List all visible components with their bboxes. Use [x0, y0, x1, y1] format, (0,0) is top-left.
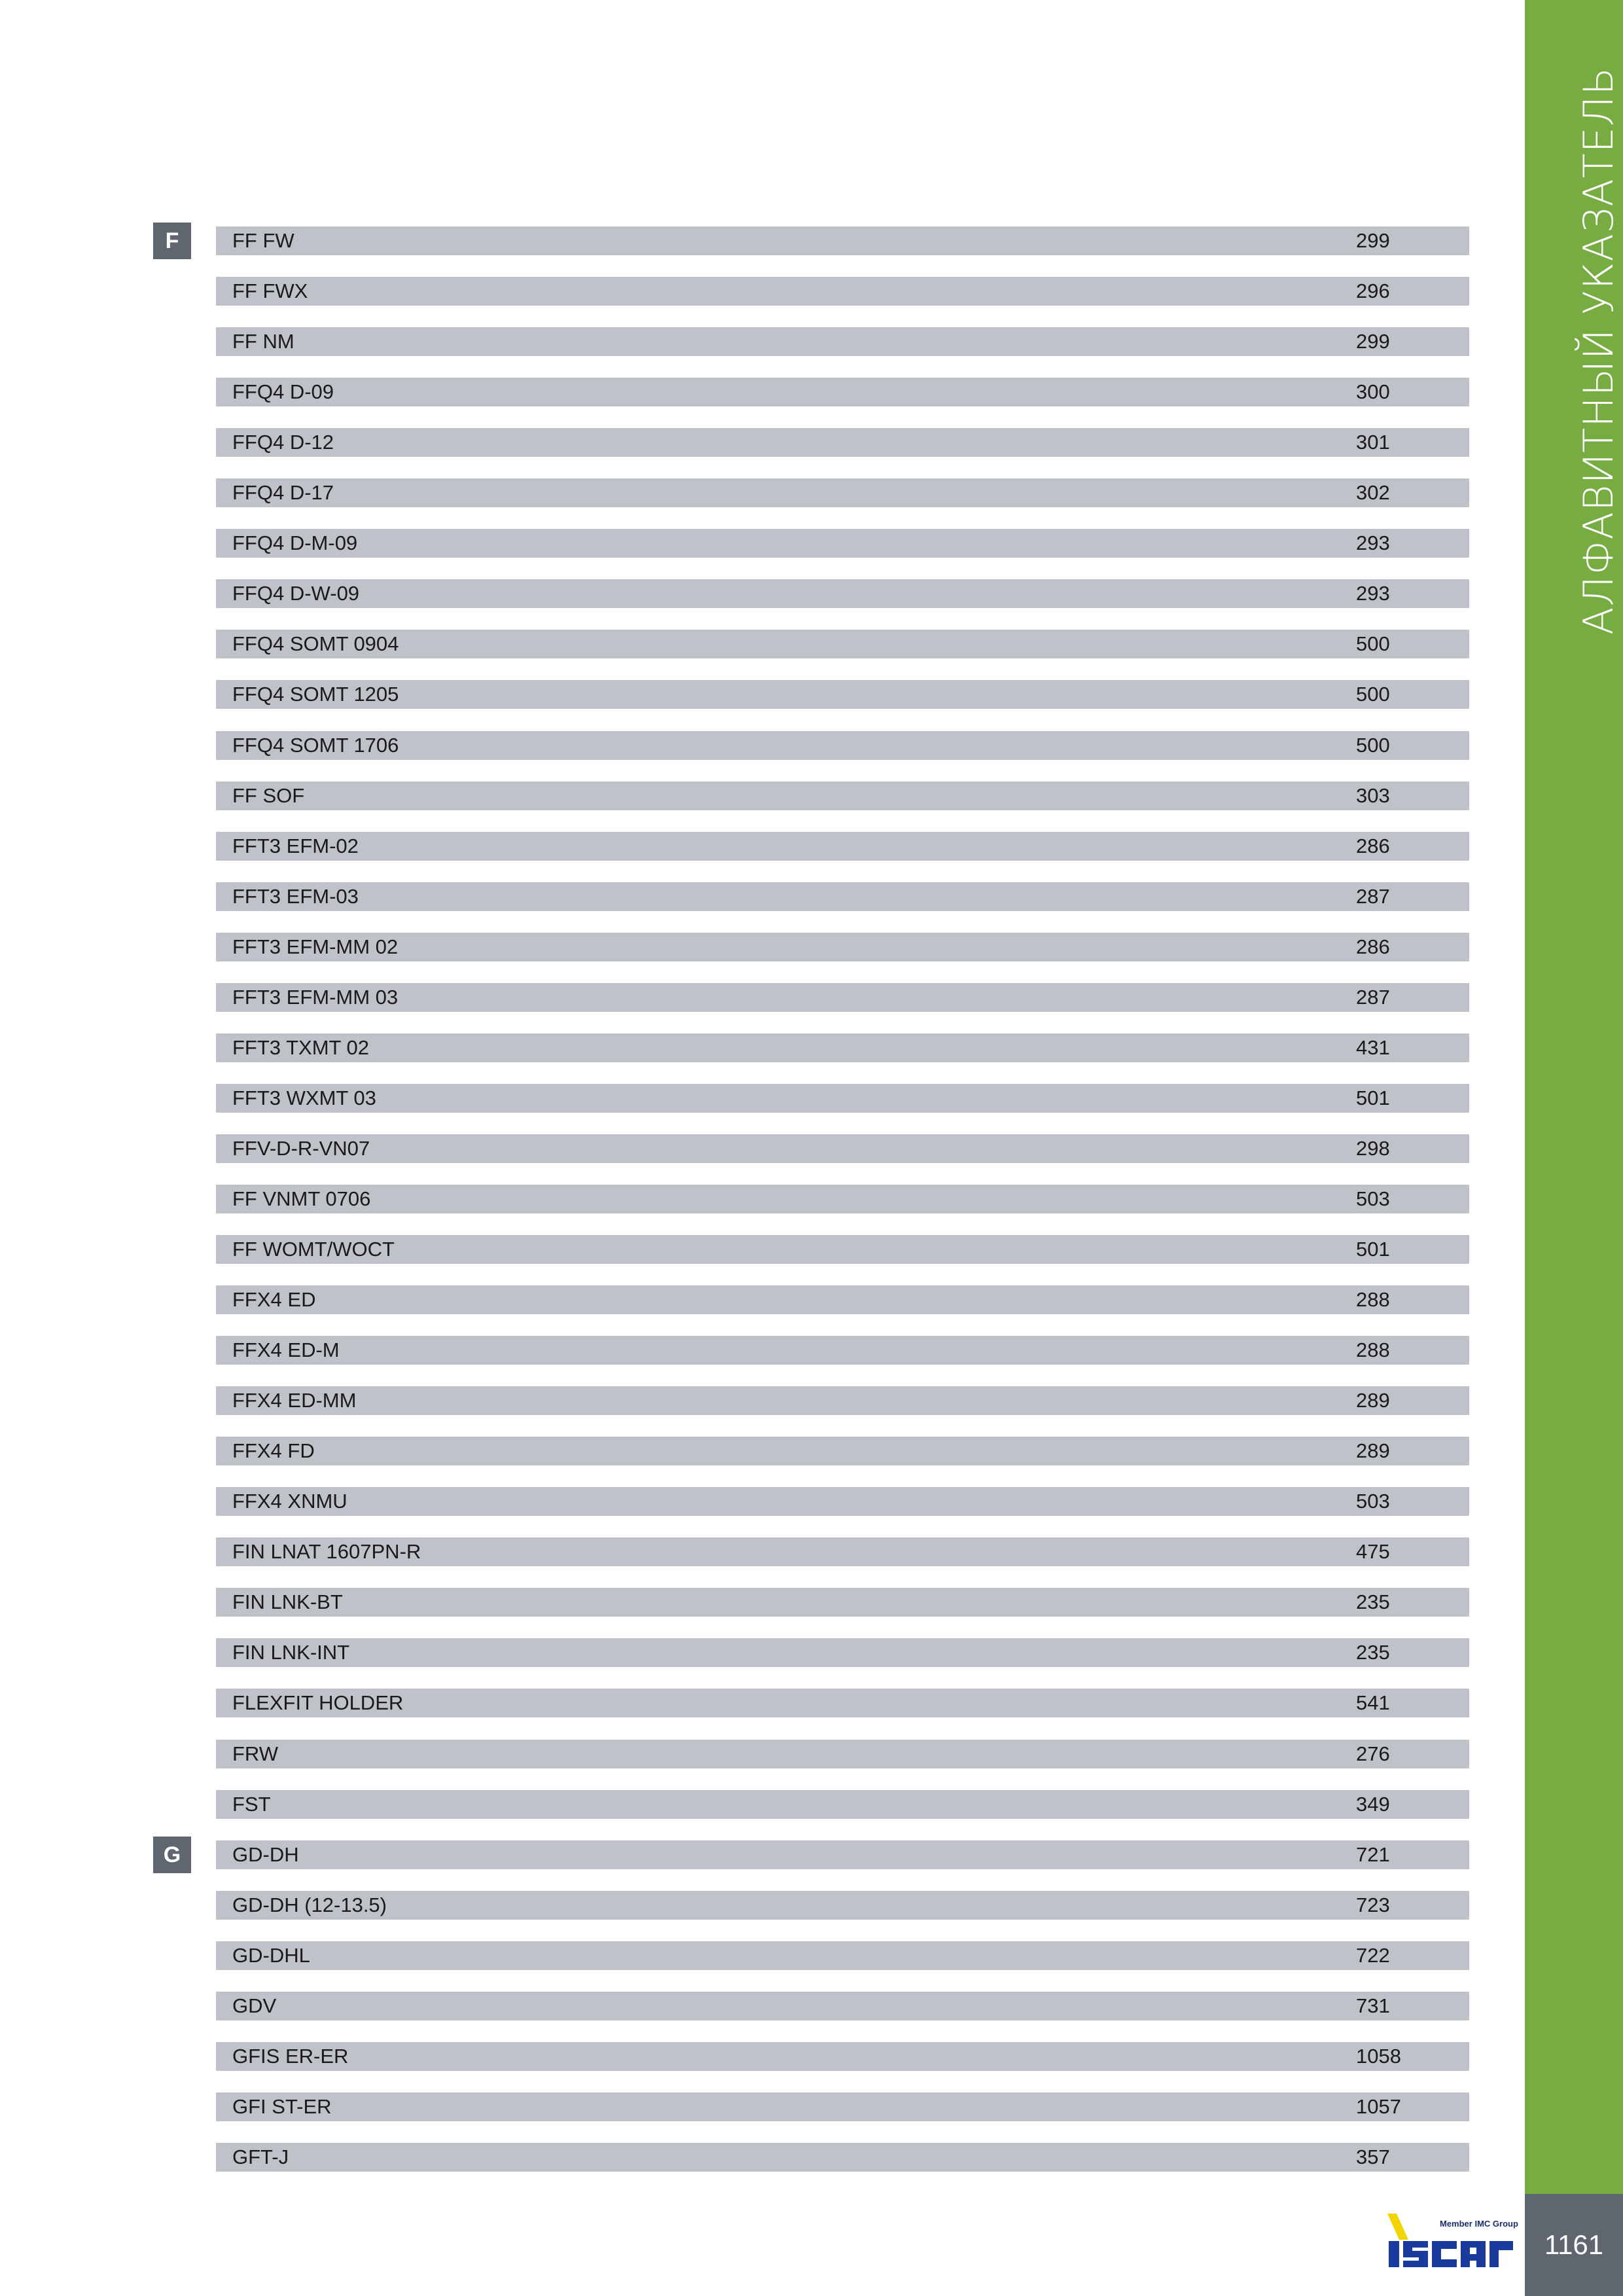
- index-entry-name: FFX4 ED-M: [232, 1338, 340, 1361]
- index-row: [216, 226, 1469, 255]
- index-entry-page: 722: [1356, 1944, 1390, 1967]
- index-entry-name: FF WOMT/WOCT: [232, 1238, 395, 1261]
- index-row: [216, 428, 1469, 457]
- index-entry-name: GD-DHL: [232, 1944, 310, 1967]
- index-entry-name: FFX4 XNMU: [232, 1490, 348, 1513]
- index-row: [216, 983, 1469, 1012]
- index-entry-name: FFT3 EFM-02: [232, 834, 359, 857]
- index-entry-name: GFI ST-ER: [232, 2095, 332, 2118]
- index-row: [216, 2143, 1469, 2172]
- index-entry-name: FFQ4 D-12: [232, 431, 334, 454]
- index-entry-page: 287: [1356, 885, 1390, 908]
- side-title-text: АЛФАВИТНЫЙ УКАЗАТЕЛЬ: [1575, 67, 1622, 635]
- index-entry-page: 541: [1356, 1691, 1390, 1714]
- index-entry-page: 293: [1356, 531, 1390, 554]
- index-row: [216, 1840, 1469, 1869]
- index-entry-page: 300: [1356, 380, 1390, 403]
- index-row: [216, 1487, 1469, 1516]
- index-row: [216, 933, 1469, 961]
- index-entry-page: 500: [1356, 683, 1390, 706]
- index-entry-page: 723: [1356, 1893, 1390, 1916]
- index-row: [216, 781, 1469, 810]
- index-entry-name: FFX4 FD: [232, 1439, 315, 1462]
- logo-yellow-mark: [1387, 2214, 1408, 2240]
- index-row: [216, 1891, 1469, 1920]
- index-entry-name: FIN LNK-INT: [232, 1641, 350, 1664]
- index-entry-name: FLEXFIT HOLDER: [232, 1691, 404, 1714]
- index-entry-page: 235: [1356, 1590, 1390, 1613]
- index-entry-page: 298: [1356, 1137, 1390, 1160]
- index-entry-name: GD-DH (12-13.5): [232, 1893, 387, 1916]
- index-row: [216, 1638, 1469, 1667]
- index-row: [216, 1992, 1469, 2020]
- index-row: [216, 2092, 1469, 2121]
- index-row: [216, 1537, 1469, 1566]
- index-row: [216, 1185, 1469, 1213]
- index-entry-name: FST: [232, 1793, 271, 1816]
- index-entry-name: FFQ4 SOMT 1205: [232, 683, 399, 706]
- index-row: [216, 1386, 1469, 1415]
- index-entry-page: 721: [1356, 1843, 1390, 1866]
- index-row: [216, 680, 1469, 709]
- index-row: [216, 1336, 1469, 1365]
- page-number: 1161: [1544, 2229, 1604, 2260]
- index-row: [216, 731, 1469, 760]
- index-entry-page: 349: [1356, 1793, 1390, 1816]
- index-entry-name: FFT3 TXMT 02: [232, 1036, 370, 1059]
- index-entry-name: GD-DH: [232, 1843, 299, 1866]
- index-entry-page: 289: [1356, 1439, 1390, 1462]
- index-entry-name: GFT-J: [232, 2145, 289, 2168]
- index-entry-page: 302: [1356, 481, 1390, 504]
- index-entry-name: FFQ4 SOMT 1706: [232, 734, 399, 757]
- index-row: [216, 529, 1469, 558]
- index-row: [216, 1033, 1469, 1062]
- index-entry-page: 1057: [1356, 2095, 1401, 2118]
- index-entry-name: FFQ4 D-M-09: [232, 531, 358, 554]
- index-entry-name: FFX4 ED-MM: [232, 1389, 357, 1412]
- index-entry-name: FFT3 EFM-MM 02: [232, 935, 399, 958]
- index-row: [216, 630, 1469, 658]
- index-entry-name: FF SOF: [232, 784, 305, 807]
- index-row: [216, 1134, 1469, 1163]
- index-entry-page: 1058: [1356, 2045, 1401, 2068]
- index-entry-page: 235: [1356, 1641, 1390, 1664]
- index-row: [216, 478, 1469, 507]
- index-entry-name: FFQ4 D-09: [232, 380, 334, 403]
- index-entry-page: 293: [1356, 582, 1390, 605]
- index-entry-page: 303: [1356, 784, 1390, 807]
- index-entry-page: 299: [1356, 229, 1390, 252]
- index-entry-name: FF NM: [232, 330, 294, 353]
- index-row: [216, 378, 1469, 406]
- index-row: [216, 327, 1469, 356]
- index-entry-page: 731: [1356, 1994, 1390, 2017]
- index-entry-page: 357: [1356, 2145, 1390, 2168]
- index-row: [216, 1084, 1469, 1113]
- index-entry-name: FIN LNAT 1607PN-R: [232, 1540, 421, 1563]
- index-entry-page: 500: [1356, 734, 1390, 757]
- index-entry-page: 286: [1356, 935, 1390, 958]
- index-row: [216, 1285, 1469, 1314]
- index-entry-name: FF FW: [232, 229, 294, 252]
- index-row: [216, 1437, 1469, 1465]
- index-entry-name: GFIS ER-ER: [232, 2045, 349, 2068]
- index-entry-name: FF FWX: [232, 279, 308, 302]
- index-row: [216, 2042, 1469, 2071]
- logo-tagline: Member IMC Group: [1440, 2219, 1518, 2229]
- index-entry-page: 289: [1356, 1389, 1390, 1412]
- index-row: [216, 1790, 1469, 1819]
- index-entry-name: FFQ4 D-17: [232, 481, 334, 504]
- index-row: [216, 1588, 1469, 1617]
- index-row: [216, 277, 1469, 306]
- index-entry-name: FF VNMT 0706: [232, 1187, 371, 1210]
- index-entry-page: 287: [1356, 986, 1390, 1009]
- index-entry-page: 501: [1356, 1086, 1390, 1109]
- index-entry-name: FFQ4 D-W-09: [232, 582, 360, 605]
- index-entry-page: 288: [1356, 1338, 1390, 1361]
- section-letter-f: F: [153, 223, 191, 259]
- index-row: [216, 1941, 1469, 1970]
- index-entry-page: 288: [1356, 1288, 1390, 1311]
- page-number-box: [1525, 2194, 1623, 2296]
- index-entry-page: 276: [1356, 1742, 1390, 1765]
- index-row: [216, 579, 1469, 608]
- index-entry-page: 503: [1356, 1490, 1390, 1513]
- index-entry-page: 475: [1356, 1540, 1390, 1563]
- index-row: [216, 1740, 1469, 1768]
- index-row: [216, 832, 1469, 861]
- index-entry-page: 299: [1356, 330, 1390, 353]
- index-entry-name: GDV: [232, 1994, 277, 2017]
- index-entry-name: FFV-D-R-VN07: [232, 1137, 370, 1160]
- index-row: [216, 1689, 1469, 1717]
- index-entry-page: 503: [1356, 1187, 1390, 1210]
- index-entry-name: FFX4 ED: [232, 1288, 316, 1311]
- index-entry-page: 296: [1356, 279, 1390, 302]
- index-entry-name: FFQ4 SOMT 0904: [232, 632, 399, 655]
- index-entry-page: 501: [1356, 1238, 1390, 1261]
- index-entry-name: FFT3 EFM-03: [232, 885, 359, 908]
- index-entry-page: 301: [1356, 431, 1390, 454]
- index-entry-name: FRW: [232, 1742, 279, 1765]
- index-row: [216, 1235, 1469, 1264]
- logo-wordmark: [1389, 2241, 1513, 2267]
- index-entry-page: 431: [1356, 1036, 1390, 1059]
- index-entry-page: 500: [1356, 632, 1390, 655]
- index-entry-name: FFT3 WXMT 03: [232, 1086, 376, 1109]
- index-entry-name: FFT3 EFM-MM 03: [232, 986, 399, 1009]
- index-row: [216, 882, 1469, 911]
- section-letter-g: G: [153, 1837, 191, 1873]
- index-entry-name: FIN LNK-BT: [232, 1590, 343, 1613]
- index-entry-page: 286: [1356, 834, 1390, 857]
